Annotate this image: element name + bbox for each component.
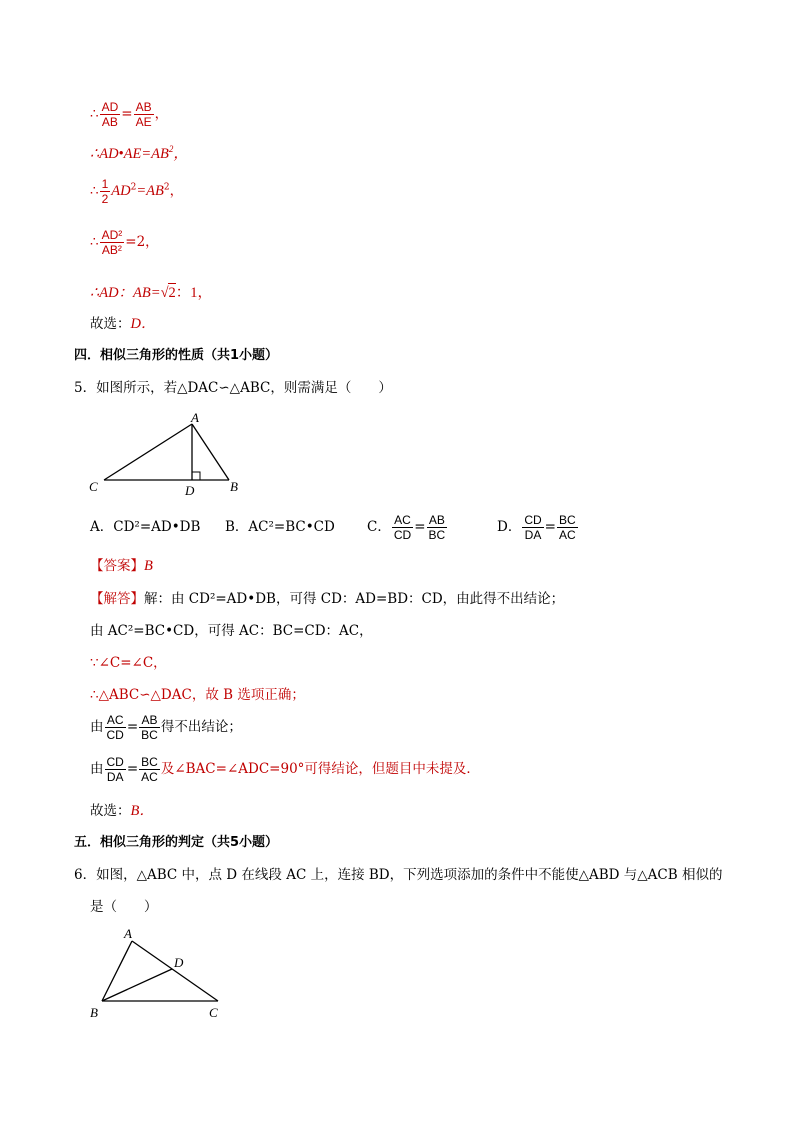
option-d: D． $\frac{CD}{DA}$ = $\frac{BC}{AC}$ bbox=[497, 513, 576, 542]
solution-q5-line-3: ∵∠C=∠C， bbox=[90, 655, 167, 671]
vertex-label-D: D bbox=[185, 483, 195, 498]
vertex-label-A: A bbox=[191, 410, 199, 425]
vertex-label-C: C bbox=[89, 479, 98, 494]
solution-line-1: ∴ $\frac{AD}{AB}$ = $\frac{AB}{AE}$ ， bbox=[90, 100, 169, 129]
section-title: 五．相似三角形的判定（共5小题） bbox=[74, 835, 279, 850]
vertex-label-C: C bbox=[209, 1005, 218, 1020]
fraction: $\frac{AB}{AE}$ bbox=[135, 100, 152, 129]
fraction: $\frac{AD}{AB}$ bbox=[101, 100, 119, 129]
fraction: $\frac{AB}{BC}$ bbox=[428, 513, 446, 542]
section-title: 四．相似三角形的性质（共1小题） bbox=[74, 348, 279, 363]
option-a: A．CD²=AD•DB bbox=[90, 519, 201, 535]
question-6-stem-line-2: 是（ ） bbox=[90, 899, 158, 915]
fraction: $\frac{BC}{AC}$ bbox=[141, 755, 158, 784]
solution-q5-line-1: 【解答】解：由 CD²=AD•DB，可得 CD：AD=BD：CD，由此得不出结论； bbox=[90, 591, 565, 607]
solution-line-6: 故选：D． bbox=[90, 316, 156, 332]
option-c: C． $\frac{AC}{CD}$ = $\frac{AB}{BC}$ bbox=[367, 513, 446, 542]
solution-q5-line-2: 由 AC²=BC•CD，可得 AC：BC=CD：AC， bbox=[90, 623, 373, 639]
solution-q5-line-5: 由 $\frac{AC}{CD}$ = $\frac{AB}{BC}$ 得不出结论； bbox=[90, 713, 242, 742]
fraction: $\frac{AB}{BC}$ bbox=[141, 713, 158, 742]
solution-line-2: $\therefore AD•AE=AB^2$， bbox=[90, 144, 188, 162]
triangle-figure-q5 bbox=[84, 410, 254, 500]
solution-q5-line-4: ∴△ABC∽△DAC，故 B 选项正确； bbox=[90, 687, 305, 703]
fraction: $\frac{AC}{CD}$ bbox=[393, 513, 412, 542]
solution-line-4: ∴ $\frac{\text{AD²}}{\text{AB²}}$ =2， bbox=[90, 228, 159, 257]
fraction: $\frac{CD}{DA}$ bbox=[106, 755, 124, 784]
triangle-figure-q6 bbox=[84, 925, 244, 1025]
question-5-stem: 5．如图所示，若△DAC∽△ABC，则需满足（ ） bbox=[74, 380, 392, 396]
fraction: $\frac{CD}{DA}$ bbox=[524, 513, 542, 542]
solution-q5-line-7: 故选：B． bbox=[90, 803, 154, 819]
solution-line-5: ∴AD：AB=√2：1， bbox=[90, 285, 213, 301]
question-6-stem-line-1: 6．如图，△ABC 中，点 D 在线段 AC 上，连接 BD，下列选项添加的条件中不能使△ABD 与△ACB 相似的 bbox=[74, 867, 723, 883]
solution-line-3: ∴ $\frac{1}{2}$ $AD^2=AB^2$， bbox=[90, 177, 184, 206]
solution-q5-line-6: 由 $\frac{CD}{DA}$ = $\frac{BC}{AC}$ 及∠BAC=∠ADC=90°可得结论，但题目中未提及． bbox=[90, 755, 480, 784]
answer-line: 【答案】B bbox=[90, 558, 153, 574]
vertex-label-D: D bbox=[174, 955, 184, 970]
vertex-label-B: B bbox=[90, 1005, 98, 1020]
fraction: $\frac{1}{2}$ bbox=[101, 177, 109, 206]
option-b: B．AC²=BC•CD bbox=[225, 519, 335, 535]
fraction: $\frac{BC}{AC}$ bbox=[558, 513, 576, 542]
vertex-label-B: B bbox=[230, 479, 238, 494]
fraction: $\frac{\text{AD²}}{\text{AB²}}$ bbox=[101, 228, 123, 257]
fraction: $\frac{AC}{CD}$ bbox=[106, 713, 124, 742]
vertex-label-A: A bbox=[124, 926, 132, 941]
